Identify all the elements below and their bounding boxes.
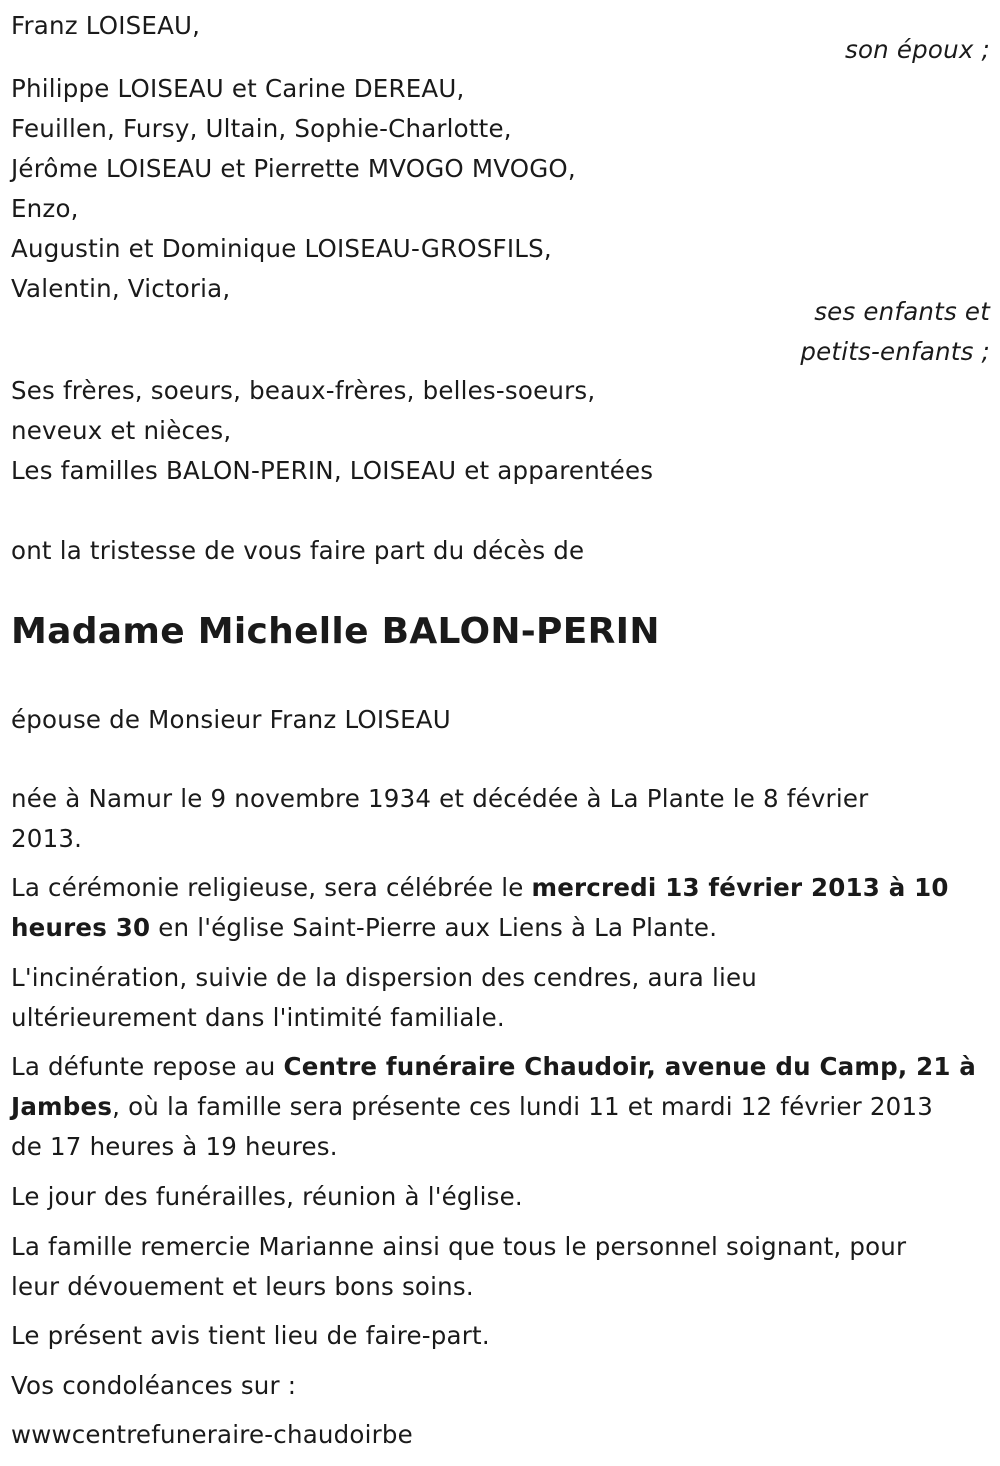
rest-line [11,1047,976,1087]
relatives-line: Les familles BALON-PERIN, LOISEAU et apparentées [11,456,654,485]
incineration-line: ultérieurement dans l'intimité familiale. [11,1003,505,1032]
funeral-day: Le jour des funérailles, réunion à l'église. [11,1182,523,1211]
child-line: Jérôme LOISEAU et Pierrette MVOGO MVOGO, [11,154,576,183]
spouse-name: Franz LOISEAU, [11,11,201,40]
ceremony-time: heures 30 [11,913,151,942]
birth-death-line: 2013. [11,824,83,853]
birth-death-line: née à Namur le 9 novembre 1934 et décédée à La Plante le 8 février [11,784,869,813]
relatives-line: Ses frères, soeurs, beaux-frères, belles-soeurs, [11,376,596,405]
website-link[interactable]: wwwcentrefuneraire-chaudoirbe [11,1420,413,1449]
child-line: Valentin, Victoria, [11,274,231,303]
ceremony-text: La cérémonie religieuse, sera célébrée le [11,873,532,902]
spouse-role: son époux ; [845,35,990,64]
ceremony-line [11,908,717,948]
announcement: ont la tristesse de vous faire part du décès de [11,536,585,565]
incineration-line: L'incinération, suivie de la dispersion des cendres, aura lieu [11,963,757,992]
thanks-line: leur dévouement et leurs bons soins. [11,1272,474,1301]
rest-text: La défunte repose au [11,1052,284,1081]
rest-line [11,1087,933,1127]
child-line: Enzo, [11,194,79,223]
condolences-label: Vos condoléances sur : [11,1371,297,1400]
deceased-name: Madame Michelle BALON-PERIN [11,611,660,652]
children-role: ses enfants et [814,297,990,326]
ceremony-place: en l'église Saint-Pierre aux Liens à La Plante. [150,913,718,942]
spouse-of: épouse de Monsieur Franz LOISEAU [11,705,451,734]
rest-location: Centre funéraire Chaudoir, avenue du Camp, 21 à [283,1052,977,1081]
rest-visiting-days: , où la famille sera présente ces lundi 11 et mardi 12 février 2013 [112,1092,934,1121]
grandchildren-role: petits-enfants ; [800,337,990,366]
rest-city: Jambes [11,1092,113,1121]
ceremony-date: mercredi 13 février 2013 à 10 [531,873,949,902]
child-line: Philippe LOISEAU et Carine DEREAU, [11,74,465,103]
notice: Le présent avis tient lieu de faire-part. [11,1321,490,1350]
relatives-line: neveux et nièces, [11,416,232,445]
ceremony-line [11,868,949,908]
child-line: Augustin et Dominique LOISEAU-GROSFILS, [11,234,552,263]
child-line: Feuillen, Fursy, Ultain, Sophie-Charlotte, [11,114,512,143]
rest-line: de 17 heures à 19 heures. [11,1132,338,1161]
thanks-line: La famille remercie Marianne ainsi que tous le personnel soignant, pour [11,1232,907,1261]
